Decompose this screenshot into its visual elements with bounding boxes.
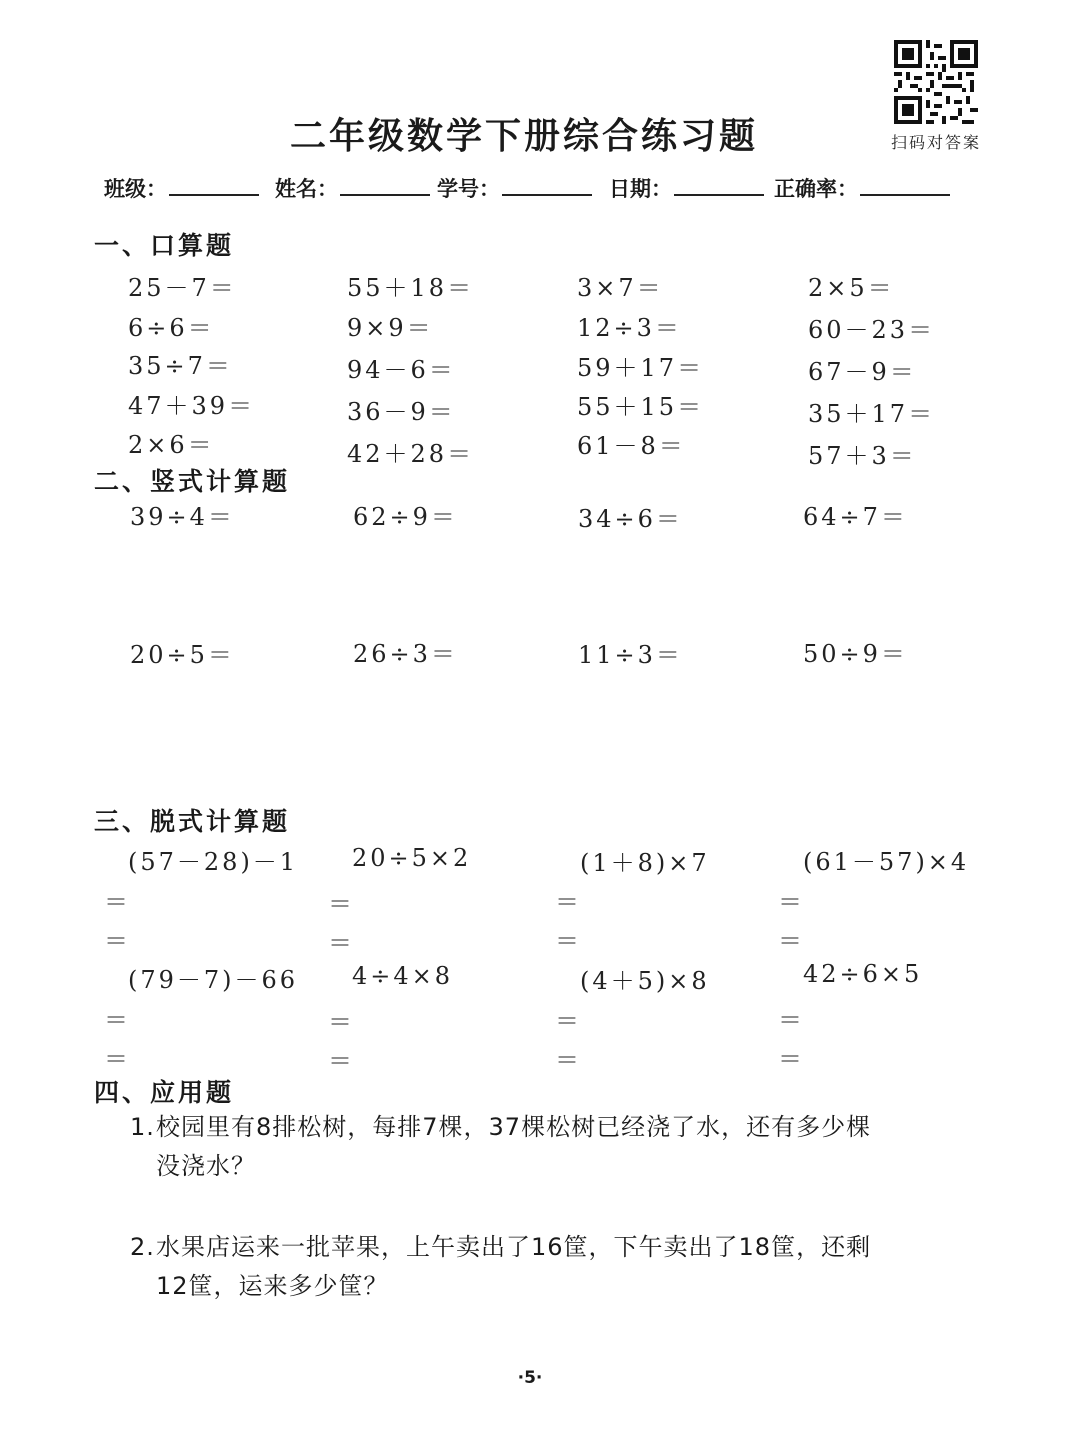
- step-item: (4＋5)×8: [580, 967, 710, 995]
- step-item: 42÷6×5: [803, 960, 923, 988]
- problem-text-continued: 没浇水？: [156, 1152, 256, 1180]
- oral-item: 59＋17＝: [577, 354, 705, 382]
- problem-text: 校园里有8排松树，每排7棵，37棵松树已经浇了水，还有多少棵: [156, 1113, 872, 1141]
- oral-item: 94－6＝: [347, 356, 456, 384]
- name-blank[interactable]: [340, 172, 430, 196]
- equals-sign: ＝: [328, 1047, 352, 1075]
- vertical-item: 34÷6＝: [578, 505, 683, 533]
- date-label: 日期：: [609, 177, 672, 201]
- equals-sign: ＝: [778, 927, 802, 955]
- vertical-item: 62÷9＝: [353, 503, 458, 531]
- section-step-title: 三、脱式计算题: [94, 807, 291, 836]
- equals-sign: ＝: [104, 1006, 128, 1034]
- oral-item: 55＋18＝: [347, 274, 475, 302]
- problem-number: 1.: [130, 1113, 155, 1141]
- name-label: 姓名：: [275, 177, 338, 201]
- problem-text: 水果店运来一批苹果，上午卖出了16筐，下午卖出了18筐，还剩: [156, 1233, 872, 1261]
- section-applied-title: 四、应用题: [94, 1078, 235, 1107]
- student-number-field[interactable]: [437, 172, 592, 203]
- vertical-item: 64÷7＝: [803, 503, 908, 531]
- oral-item: 9×9＝: [347, 314, 434, 342]
- class-field[interactable]: [104, 172, 259, 203]
- problem-number: 2.: [130, 1233, 155, 1261]
- date-blank[interactable]: [674, 172, 764, 196]
- step-item: 4÷4×8: [352, 962, 454, 990]
- equals-sign: ＝: [328, 929, 352, 957]
- oral-item: 57＋3＝: [808, 442, 917, 470]
- equals-sign: ＝: [328, 890, 352, 918]
- accuracy-label: 正确率：: [774, 177, 858, 201]
- page-number: ·5·: [517, 1368, 543, 1388]
- oral-item: 47＋39＝: [128, 392, 256, 420]
- word-problem-1: [130, 1108, 970, 1186]
- equals-sign: ＝: [778, 1006, 802, 1034]
- class-blank[interactable]: [169, 172, 259, 196]
- equals-sign: ＝: [555, 888, 579, 916]
- section-vertical-title: 二、竖式计算题: [94, 467, 291, 496]
- equals-sign: ＝: [778, 888, 802, 916]
- vertical-item: 26÷3＝: [353, 640, 458, 668]
- equals-sign: ＝: [555, 927, 579, 955]
- oral-item: 35＋17＝: [808, 400, 936, 428]
- name-field[interactable]: [275, 172, 430, 203]
- vertical-item: 39÷4＝: [130, 503, 235, 531]
- oral-item: 12÷3＝: [577, 314, 682, 342]
- accuracy-blank[interactable]: [860, 172, 950, 196]
- oral-item: 35÷7＝: [128, 352, 233, 380]
- oral-item: 55＋15＝: [577, 393, 705, 421]
- section-oral-title: 一、口算题: [94, 231, 235, 260]
- oral-item: 2×5＝: [808, 274, 895, 302]
- equals-sign: ＝: [328, 1008, 352, 1036]
- qr-caption: 扫码对答案: [890, 133, 981, 152]
- equals-sign: ＝: [104, 927, 128, 955]
- oral-item: 3×7＝: [577, 274, 664, 302]
- student-number-label: 学号：: [437, 177, 500, 201]
- equals-sign: ＝: [778, 1045, 802, 1073]
- problem-text-continued: 12筐，运来多少筐？: [156, 1272, 389, 1300]
- student-info-row: [104, 172, 964, 208]
- equals-sign: ＝: [104, 1045, 128, 1073]
- oral-item: 25－7＝: [128, 274, 237, 302]
- step-item: (79－7)－66: [128, 966, 299, 994]
- equals-sign: ＝: [555, 1007, 579, 1035]
- vertical-item: 11÷3＝: [578, 641, 683, 669]
- accuracy-field[interactable]: [774, 172, 950, 203]
- oral-item: 60－23＝: [808, 316, 936, 344]
- word-problem-2: [130, 1228, 970, 1306]
- oral-item: 42＋28＝: [347, 440, 475, 468]
- page-title: 二年级数学下册综合练习题: [289, 115, 758, 157]
- class-label: 班级：: [104, 177, 167, 201]
- oral-item: 2×6＝: [128, 431, 215, 459]
- oral-item: 67－9＝: [808, 358, 917, 386]
- student-number-blank[interactable]: [502, 172, 592, 196]
- date-field[interactable]: [609, 172, 764, 203]
- oral-item: 36－9＝: [347, 398, 456, 426]
- equals-sign: ＝: [555, 1046, 579, 1074]
- step-item: (1＋8)×7: [580, 849, 710, 877]
- step-item: (57－28)－1: [128, 848, 299, 876]
- vertical-item: 50÷9＝: [803, 640, 908, 668]
- vertical-item: 20÷5＝: [130, 641, 235, 669]
- oral-item: 6÷6＝: [128, 314, 215, 342]
- step-item: (61－57)×4: [803, 848, 970, 876]
- step-item: 20÷5×2: [352, 844, 472, 872]
- equals-sign: ＝: [104, 888, 128, 916]
- oral-item: 61－8＝: [577, 432, 686, 460]
